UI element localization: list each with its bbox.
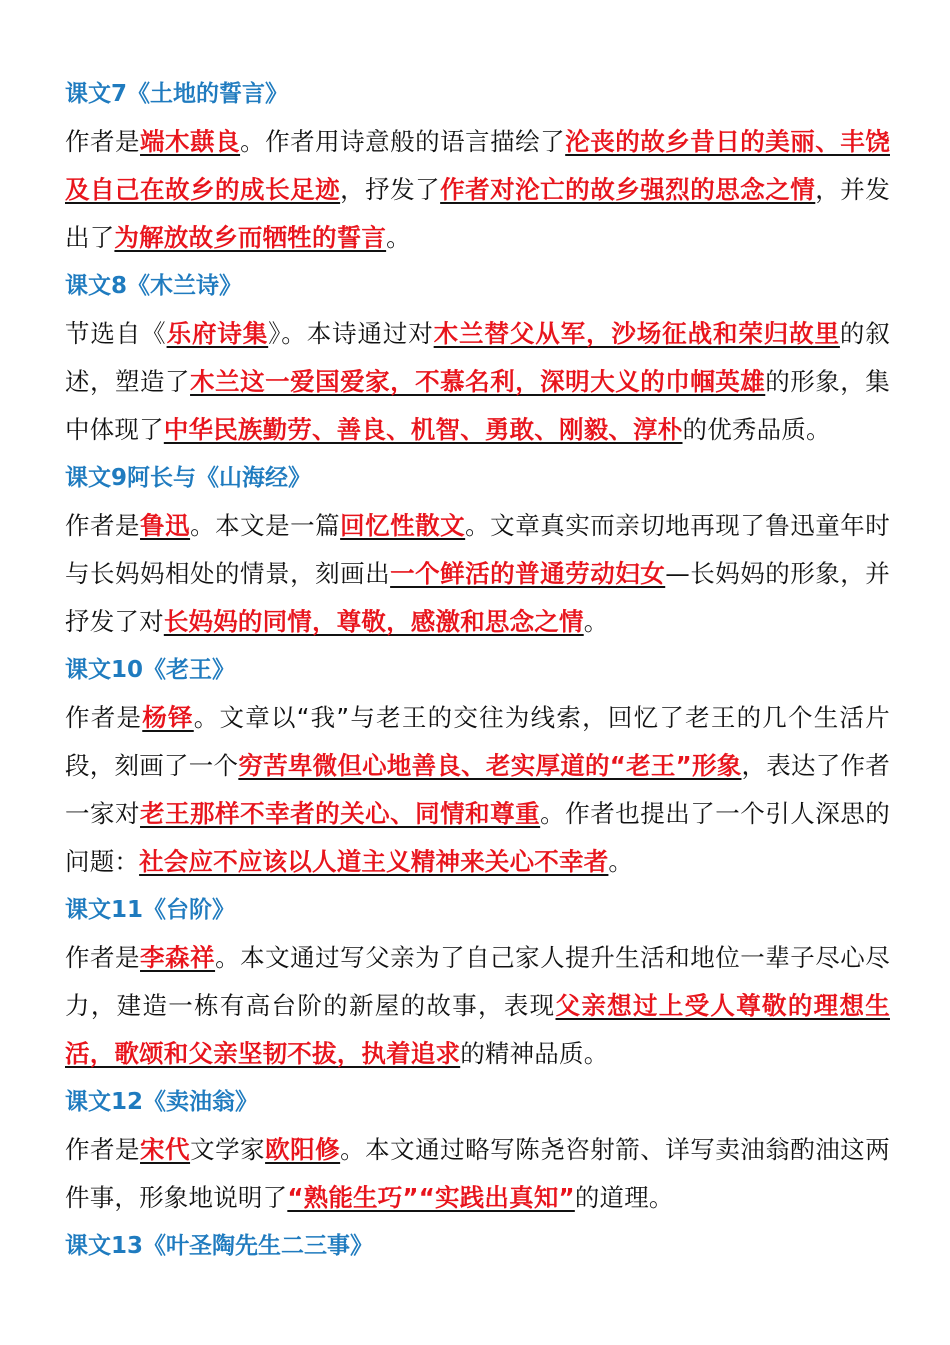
key-point: 乐府诗集 — [166, 319, 269, 348]
document-page — [65, 70, 890, 1270]
section-heading: 课文9阿长与《山海经》 — [65, 465, 312, 491]
text-run: 。 — [386, 223, 411, 252]
key-point: 社会应不应该以人道主义精神来关心不幸者 — [139, 847, 609, 876]
section-paragraph — [65, 310, 890, 454]
text-run: ，并发出了 — [65, 175, 890, 252]
text-run: 的形象，集中体现了 — [65, 367, 891, 444]
text-run: 节选自《 — [65, 319, 167, 348]
text-run: 的叙述，塑造了 — [65, 319, 891, 396]
section-paragraph — [65, 118, 890, 262]
section-lesson-13 — [65, 1222, 890, 1270]
key-point: 木兰替父从军，沙场征战和荣归故里 — [433, 319, 840, 348]
text-run: 作者是 — [65, 511, 141, 540]
text-run: 。本文是一篇 — [190, 511, 341, 540]
text-run: 作者是 — [65, 1135, 141, 1164]
key-point: 老王那样不幸者的关心、同情和尊重 — [140, 799, 541, 828]
key-point: 穷苦卑微但心地善良、老实厚道的“老王”形象 — [238, 751, 742, 780]
text-run: 作者是 — [65, 127, 141, 156]
section-paragraph — [65, 694, 890, 886]
section-paragraph — [65, 1126, 890, 1222]
text-run: 。 — [608, 847, 634, 876]
section-paragraph — [65, 934, 890, 1078]
section-heading: 课文8《木兰诗》 — [65, 273, 243, 299]
key-point: 为解放故乡而牺牲的誓言 — [114, 223, 387, 252]
section-heading: 课文10《老王》 — [65, 657, 236, 683]
text-run: 的精神品质。 — [460, 1039, 609, 1068]
section-heading: 课文11《台阶》 — [65, 897, 236, 923]
text-run: 的道理。 — [574, 1183, 674, 1212]
key-point: 作者对沦亡的故乡强烈的思念之情 — [440, 175, 816, 204]
key-point: 父亲想过上受人尊敬的理想生活，歌颂和父亲坚韧不拔，执着追求 — [65, 991, 890, 1068]
text-run: 作者是 — [65, 943, 141, 972]
section-lesson-12 — [65, 1078, 890, 1222]
key-point: 鲁迅 — [140, 511, 191, 540]
key-point: 欧阳修 — [265, 1135, 341, 1164]
key-point: 沦丧的故乡昔日的美丽、丰饶及自己在故乡的成长足迹 — [65, 127, 890, 204]
text-run: 》。本诗通过对 — [268, 319, 434, 348]
key-point: 端木蕻良 — [140, 127, 241, 156]
section-heading: 课文13《叶圣陶先生二三事》 — [65, 1233, 374, 1259]
key-point: 一个鲜活的普通劳动妇女 — [390, 559, 666, 588]
key-point: 回忆性散文 — [340, 511, 466, 540]
key-point: 李森祥 — [140, 943, 216, 972]
section-lesson-10 — [65, 646, 890, 886]
section-heading: 课文12《卖油翁》 — [65, 1089, 259, 1115]
section-lesson-9 — [65, 454, 890, 646]
section-lesson-11 — [65, 886, 890, 1078]
section-heading: 课文7《土地的誓言》 — [65, 81, 289, 107]
key-point: “熟能生巧”“实践出真知” — [287, 1183, 575, 1212]
text-run: 。文章以“我”与老王的交往为线索，回忆了老王的几个生活片段，刻画了一个 — [65, 703, 890, 780]
text-run: 。文章真实而亲切地再现了鲁迅童年时与长妈妈相处的情景，刻画出 — [65, 511, 891, 588]
key-point: 杨铎 — [142, 703, 194, 732]
section-paragraph — [65, 502, 890, 646]
section-lesson-8 — [65, 262, 890, 454]
text-run: 。本文通过略写陈尧咨射箭、详写卖油翁酌油这两件事，形象地说明了 — [65, 1135, 890, 1212]
text-run: ，表达了作者一家对 — [65, 751, 891, 828]
text-run: 。作者也提出了一个引人深思的问题： — [65, 799, 890, 876]
text-run: 。 — [583, 607, 609, 636]
text-run: 。作者用诗意般的语言描绘了 — [240, 127, 566, 156]
key-point: 木兰这一爱国爱家，不慕名利，深明大义的巾帼英雄 — [190, 367, 766, 396]
text-run: ，抒发了 — [340, 175, 441, 204]
key-point: 长妈妈的同情，尊敬，感激和思念之情 — [163, 607, 584, 636]
key-point: 中华民族勤劳、善良、机智、勇敢、刚毅、淳朴 — [163, 415, 683, 444]
text-run: 的优秀品质。 — [682, 415, 831, 444]
text-run: 。本文通过写父亲为了自己家人提升生活和地位一辈子尽心尽力，建造一栋有高台阶的新屋的故事，表现 — [65, 943, 890, 1020]
section-lesson-7 — [65, 70, 890, 262]
text-run: —长妈妈的形象，并抒发了对 — [65, 559, 890, 636]
key-point: 宋代 — [140, 1135, 191, 1164]
text-run: 文学家 — [190, 1135, 266, 1164]
text-run: 作者是 — [65, 703, 143, 732]
